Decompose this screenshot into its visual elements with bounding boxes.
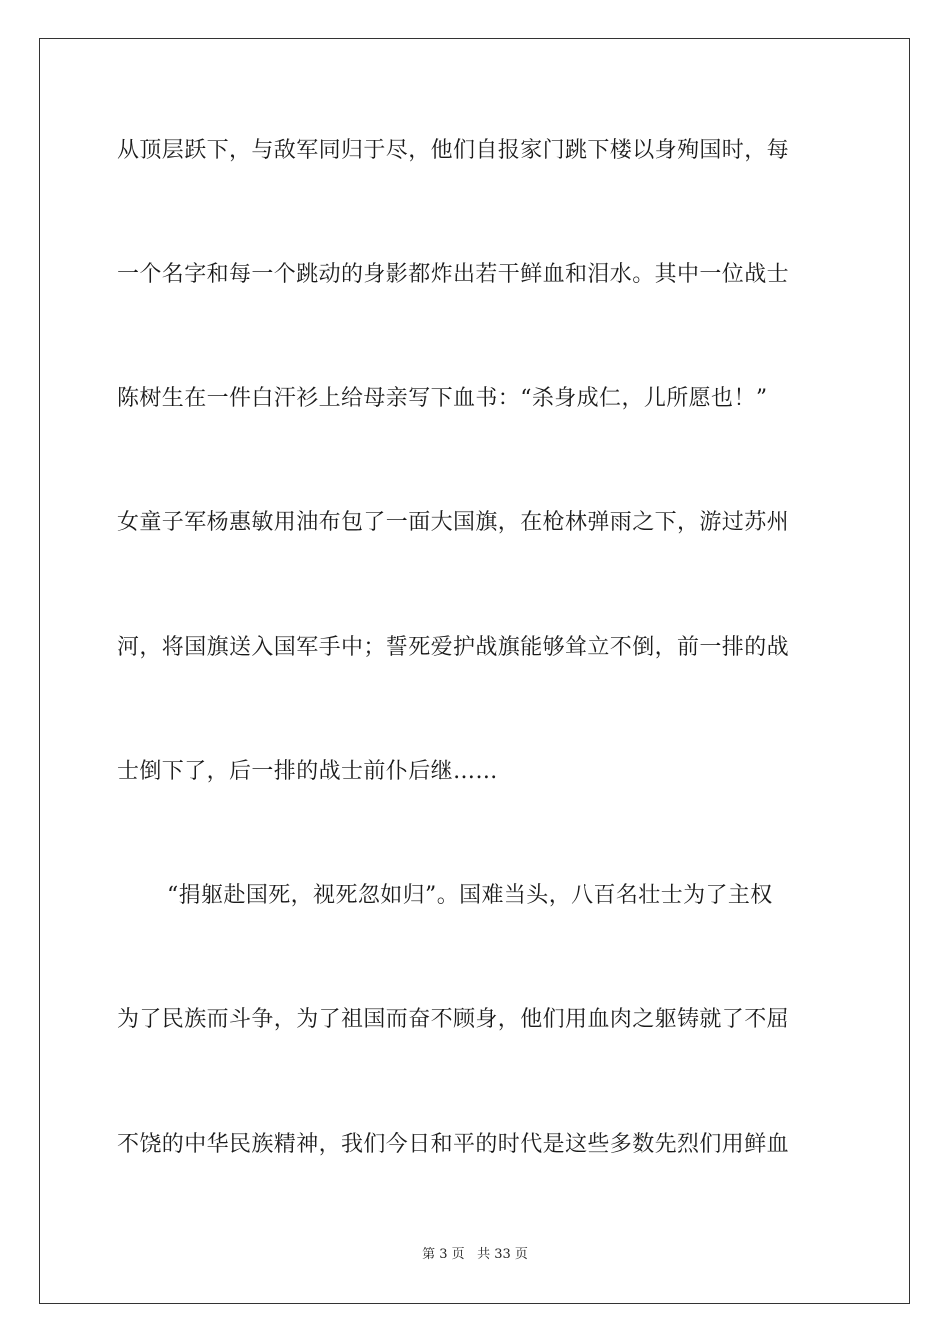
body-line-5: 河，将国旗送入国军手中；誓死爱护战旗能够耸立不倒，前一排的战 [117,635,790,660]
body-line-1: 从顶层跃下，与敌军同归于尽，他们自报家门跳下楼以身殉国时，每 [117,138,790,163]
page-border [39,38,910,1304]
body-line-6: 士倒下了，后一排的战士前仆后继…… [117,759,498,784]
body-line-9: 不饶的中华民族精神，我们今日和平的时代是这些多数先烈们用鲜血 [117,1132,790,1157]
page-footer [0,1246,950,1264]
body-line-2: 一个名字和每一个跳动的身影都炸出若干鲜血和泪水。其中一位战士 [117,262,790,287]
body-line-8: 为了民族而斗争，为了祖国而奋不顾身，他们用血肉之躯铸就了不屈 [117,1007,790,1032]
page-number: 第 3 页 [422,1247,465,1262]
body-line-4: 女童子军杨惠敏用油布包了一面大国旗，在枪林弹雨之下，游过苏州 [117,510,790,535]
body-line-3: 陈树生在一件白汗衫上给母亲写下血书：“杀身成仁，儿所愿也！” [117,386,768,411]
page-total: 共 33 页 [477,1247,528,1262]
body-line-7: “捐躯赴国死，视死忽如归”。国难当头，八百名壮士为了主权 [167,883,773,908]
